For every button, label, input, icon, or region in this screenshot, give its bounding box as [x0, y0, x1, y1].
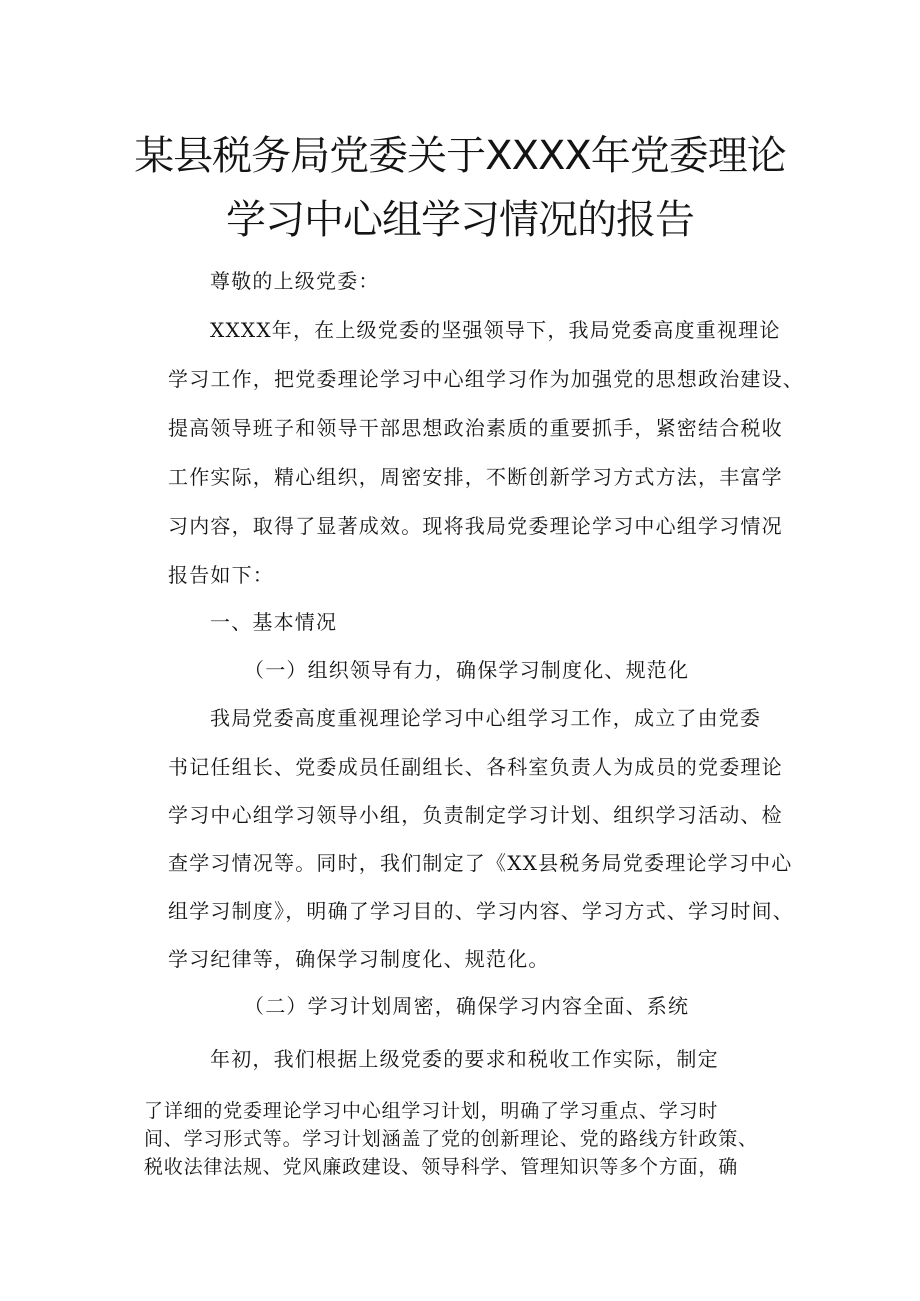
- body-line: 组学习制度》，明确了学习目的、学习内容、学习方式、学习时间、: [168, 899, 794, 923]
- body-line: 间、学习形式等。学习计划涵盖了党的创新理论、党的路线方针政策、: [144, 1128, 758, 1150]
- subsection-heading: （二）学习计划周密，确保学习内容全面、系统: [244, 994, 690, 1018]
- body-line: 查学习情况等。同时，我们制定了《XX县税务局党委理论学习中心: [168, 851, 793, 875]
- intro-line: 提高领导班子和领导干部思想政治素质的重要抓手，紧密结合税收: [168, 416, 783, 440]
- document-title-line-1: 某县税务局党委关于XXXX年党委理论: [134, 133, 786, 179]
- body-line: 年初，我们根据上级党委的要求和税收工作实际，制定: [210, 1047, 719, 1071]
- intro-line: XXXX年，在上级党委的坚强领导下，我局党委高度重视理论: [210, 318, 781, 342]
- intro-line: 工作实际，精心组织，周密安排，不断创新学习方式方法，丰富学: [168, 465, 783, 489]
- section-heading: 一、基本情况: [210, 610, 338, 634]
- body-line: 学习中心组学习领导小组，负责制定学习计划、组织学习活动、检: [168, 803, 783, 827]
- body-line: 书记任组长、党委成员任副组长、各科室负责人为成员的党委理论: [168, 755, 783, 779]
- salutation: 尊敬的上级党委：: [210, 269, 380, 293]
- body-line: 学习纪律等，确保学习制度化、规范化。: [168, 947, 550, 971]
- subsection-heading: （一）组织领导有力，确保学习制度化、规范化: [244, 658, 690, 682]
- body-line: 了详细的党委理论学习中心组学习计划，明确了学习重点、学习时: [144, 1100, 719, 1122]
- intro-line: 报告如下：: [168, 563, 274, 587]
- body-line: 税收法律法规、党风廉政建设、领导科学、管理知识等多个方面，确: [144, 1156, 739, 1178]
- intro-line: 学习工作，把党委理论学习中心组学习作为加强党的思想政治建设、: [168, 367, 804, 391]
- document-title-line-2: 学习中心组学习情况的报告: [226, 197, 694, 243]
- intro-line: 习内容，取得了显著成效。现将我局党委理论学习中心组学习情况: [168, 514, 783, 538]
- body-line: 我局党委高度重视理论学习中心组学习工作，成立了由党委: [210, 706, 762, 730]
